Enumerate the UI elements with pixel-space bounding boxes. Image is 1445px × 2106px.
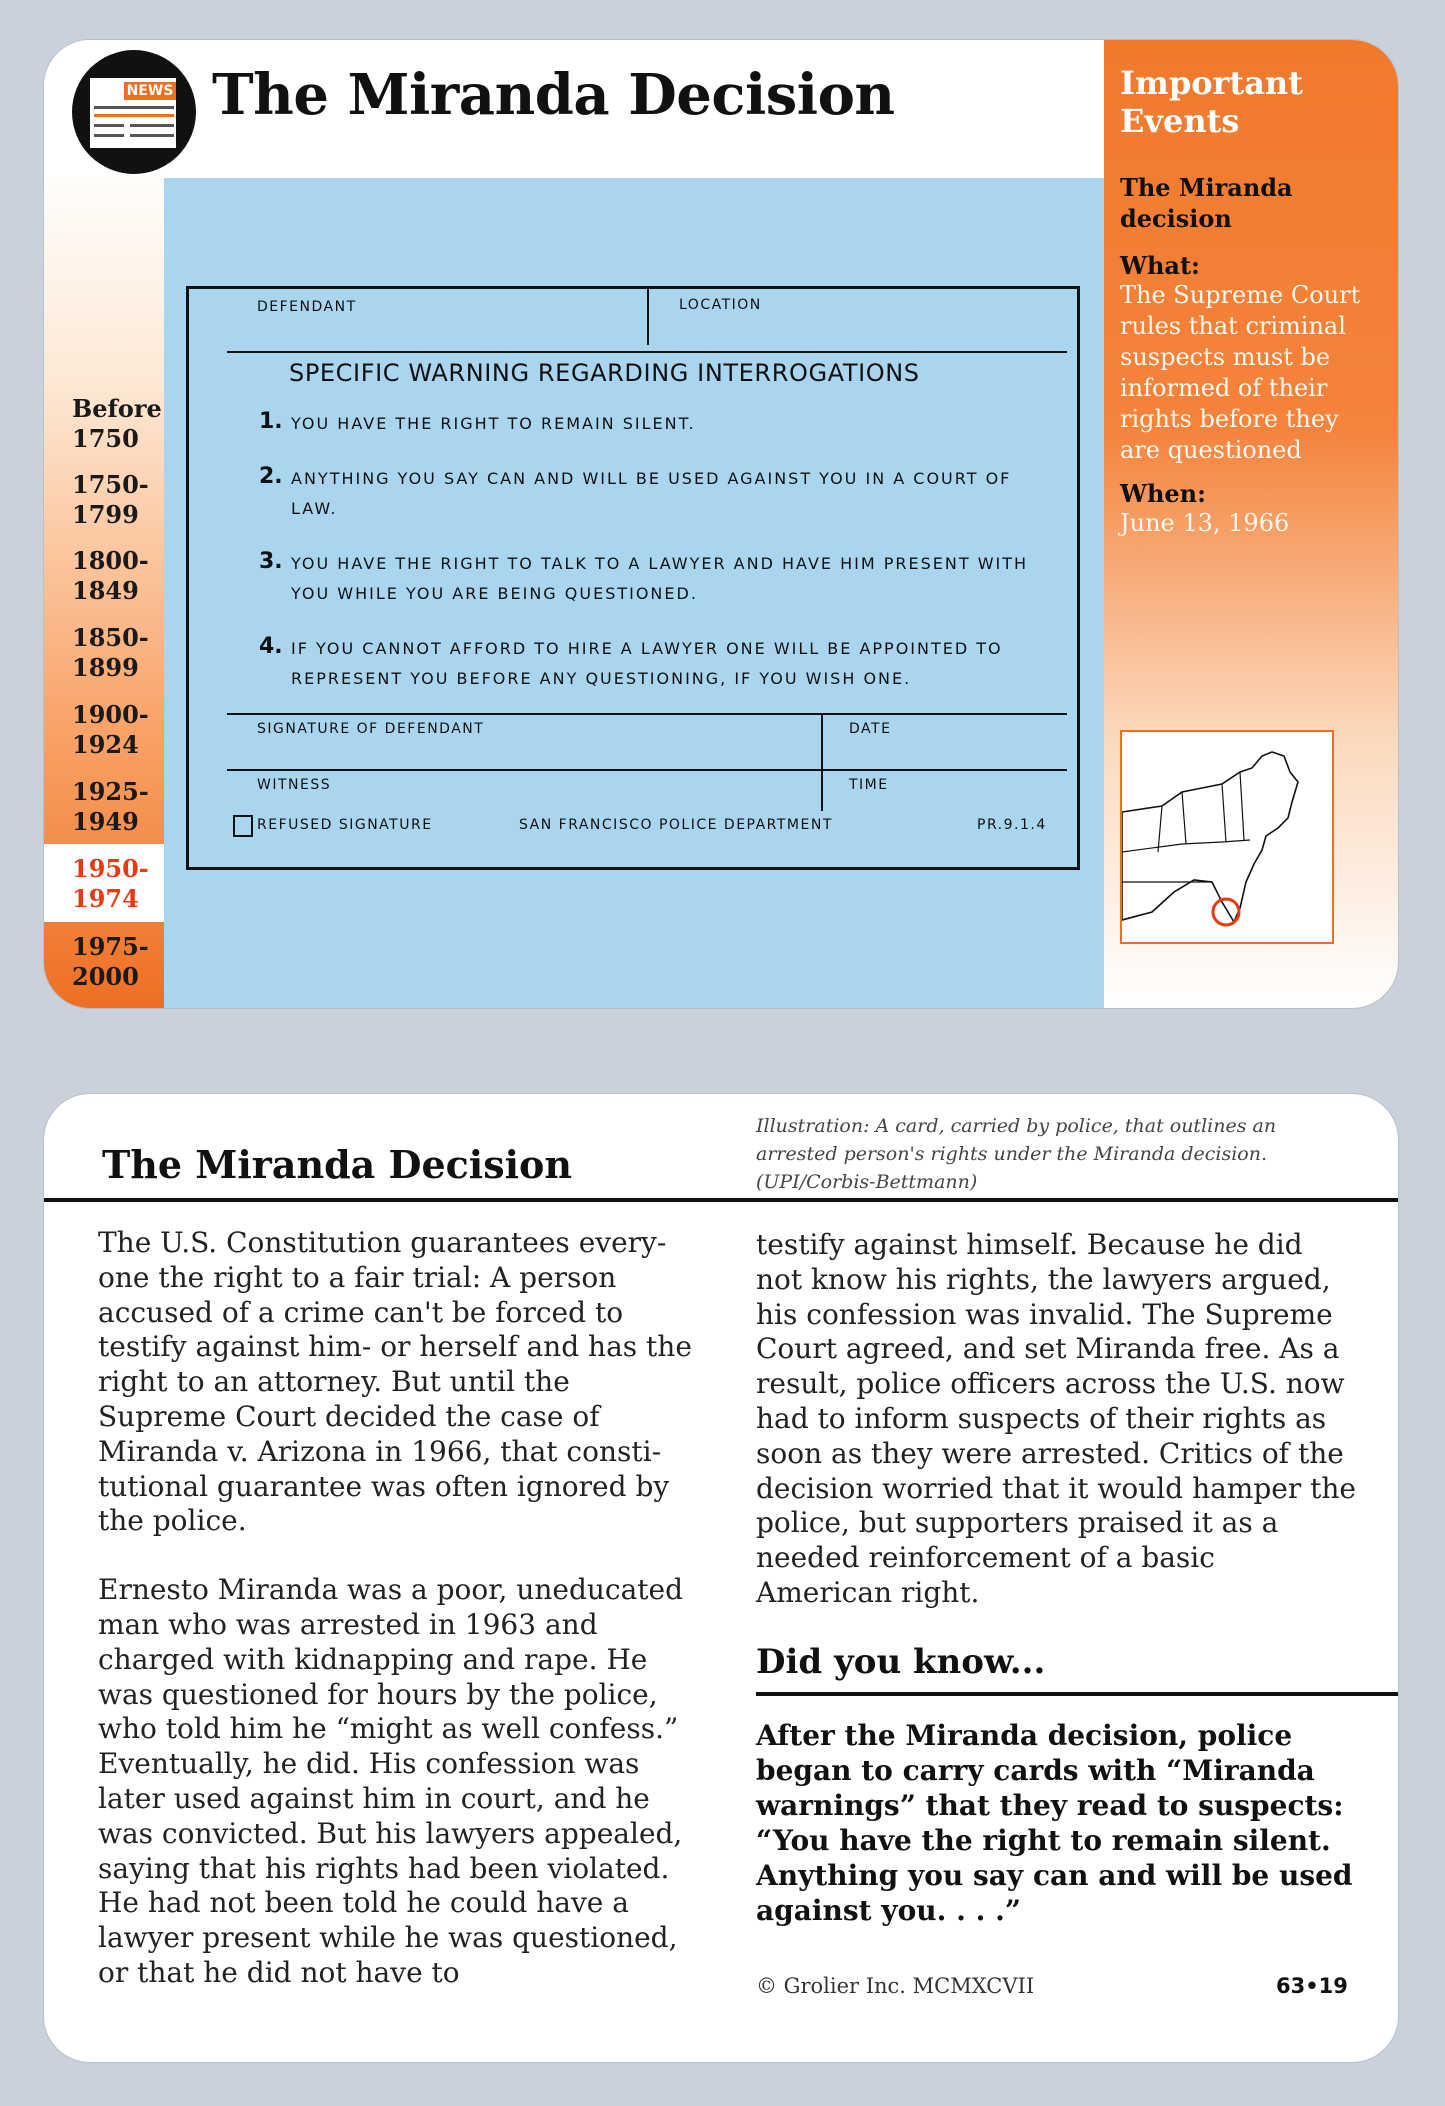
what-text: The Supreme Court rules that criminal suspects must be informed of their rights before they are questioned [1120, 281, 1361, 464]
date-label: DATE [849, 721, 892, 737]
warning-item: 1. YOU HAVE THE RIGHT TO REMAIN SILENT. [259, 409, 696, 434]
back-card [44, 1094, 1398, 2062]
topic-label: The Miranda decision [1120, 173, 1293, 233]
miranda-warning-card [186, 286, 1080, 870]
when-text: June 13, 1966 [1120, 509, 1290, 537]
warning-item: 3. YOU HAVE THE RIGHT TO TALK TO A LAWYER AND HAVE HIM PRESENT WITH YOU WHILE YOU ARE BEING QUESTIONED. [259, 549, 1029, 603]
form-code: PR.9.1.4 [977, 817, 1047, 833]
witness-label: WITNESS [257, 777, 332, 793]
did-you-know-title: Did you know... [756, 1642, 1046, 1682]
news-logo-icon: NEWS [72, 50, 196, 174]
defendant-label: DEFENDANT [257, 299, 357, 315]
time-label: TIME [849, 777, 889, 793]
form-heading: SPECIFIC WARNING REGARDING INTERROGATIONS [289, 359, 920, 387]
front-title: The Miranda Decision [212, 62, 895, 128]
timeline-item[interactable]: 1925-1949 [72, 777, 149, 836]
timeline-item-active[interactable]: 1950-1974 [44, 844, 164, 922]
left-column [98, 1226, 698, 2025]
illustration-panel [164, 178, 1104, 1008]
timeline-item[interactable]: 1800-1849 [72, 546, 149, 605]
warning-item: 2. ANYTHING YOU SAY CAN AND WILL BE USED AGAINST YOU IN A COURT OF LAW. [259, 464, 1012, 518]
timeline-item[interactable]: 1750-1799 [72, 470, 149, 529]
did-you-know-text: After the Miranda decision, police began to carry cards with “Miranda warnings” that they read to suspects: “You have the right to remain silent. Anything you say can and will be used against you. . . .” [756, 1719, 1353, 1927]
warning-item: 4. IF YOU CANNOT AFFORD TO HIRE A LAWYER ONE WILL BE APPOINTED TO REPRESENT YOU BEFORE ANY QUESTIONING, IF YOU WISH ONE. [259, 634, 1003, 688]
timeline-item[interactable]: 1850-1899 [72, 623, 149, 682]
signature-label: SIGNATURE OF DEFENDANT [257, 721, 485, 737]
category-label: Important Events [1120, 64, 1303, 140]
title-rule [44, 1198, 1398, 1202]
body-paragraph: The U.S. Constitution guarantees everyone the right to a fair trial: A person accused of a crime can't be forced to testify against him- or herself and has the right to an attorney. But until the Supreme Court decided the case of Miranda v. Arizona in 1966, that constitutional guarantee was often ignored by the police. [98, 1226, 692, 1538]
timeline-item[interactable]: 1900-1924 [72, 700, 149, 759]
refused-label: REFUSED SIGNATURE [257, 817, 433, 833]
did-you-know-rule [756, 1692, 1398, 1696]
copyright: © Grolier Inc. MCMXCVII [756, 1974, 1035, 1998]
body-paragraph: testify against himself. Because he did not know his rights, the lawyers argued, his confession was invalid. The Supreme Court agreed, and set Miranda free. As a result, police officers across the U.S. now had to inform suspects of their rights as soon as they were arrested. Critics of the decision worried that it would hamper the police, but supporters praised it as a needed reinforcement of a basic American right. [756, 1228, 1356, 1609]
what-label: What: [1120, 251, 1200, 280]
department-label: SAN FRANCISCO POLICE DEPARTMENT [519, 817, 833, 833]
timeline [44, 178, 164, 1008]
map-icon [1120, 730, 1334, 944]
right-column [756, 1228, 1356, 1645]
location-label: LOCATION [679, 297, 762, 313]
back-title: The Miranda Decision [102, 1142, 573, 1187]
front-card [44, 40, 1398, 1008]
timeline-item[interactable]: Before 1750 [72, 394, 162, 453]
refused-checkbox[interactable] [233, 815, 253, 837]
body-paragraph: Ernesto Miranda was a poor, uneducated man who was arrested in 1963 and charged with kidnapping and rape. He was questioned for hours by the police, who told him he “might as well confess.” Eventually, he did. His confession was later used against him in court, and he was convicted. But his lawyers appealed, saying that his rights had been violated. He had not been told he could have a lawyer present while he was questioned, or that he did not have to [98, 1573, 684, 1989]
card-number: 63•19 [1276, 1974, 1348, 1998]
info-panel [1104, 40, 1398, 1008]
timeline-item[interactable]: 1975-2000 [72, 932, 149, 991]
when-label: When: [1120, 479, 1206, 508]
illustration-caption: Illustration: A card, carried by police, that outlines an arrested person's rights under the Miranda decision. (UPI/Corbis-Bettmann) [756, 1115, 1277, 1193]
